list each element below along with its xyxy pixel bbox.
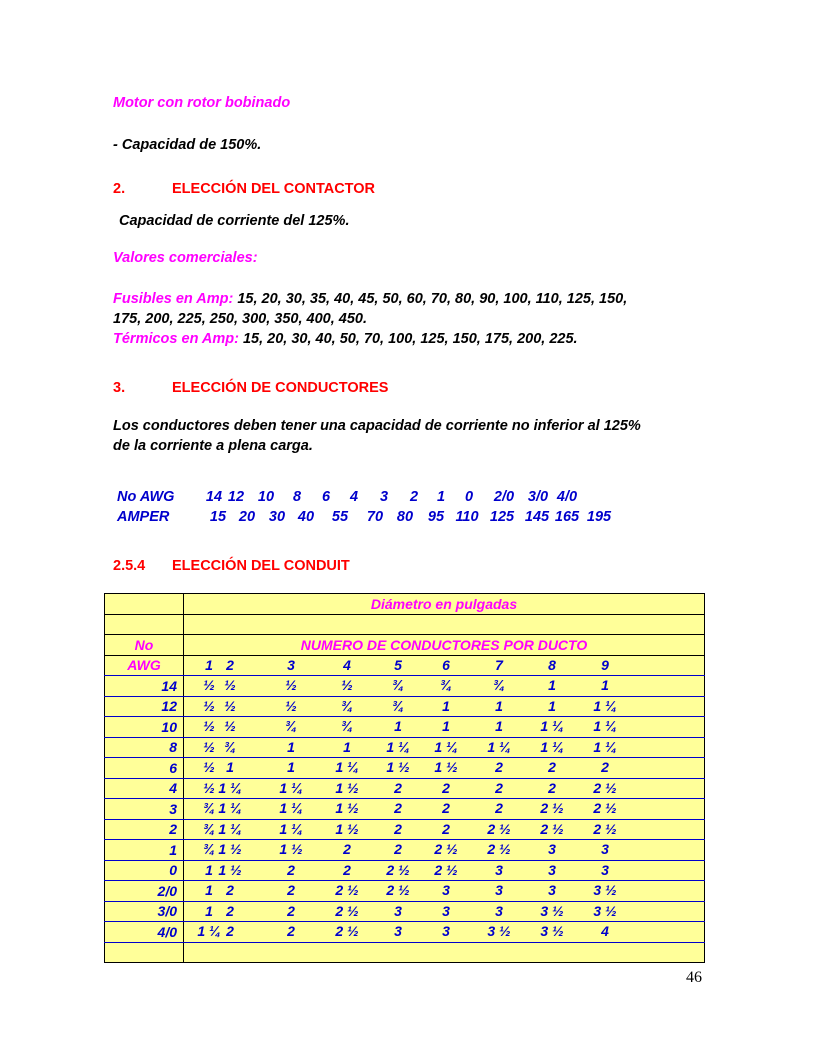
diameter-values-cell xyxy=(184,799,705,820)
amper-value: 195 xyxy=(586,509,612,525)
awg-value: 12 xyxy=(227,489,245,505)
diameter-values-cell xyxy=(184,922,705,943)
table-empty-cell xyxy=(105,942,184,963)
diameter-value: 2 ½ xyxy=(593,800,617,816)
awg-row-label: No AWG xyxy=(117,489,175,505)
diameter-value: 1 ¼ xyxy=(593,697,617,714)
diameter-value: 1 ¼ xyxy=(335,759,359,775)
no-label: No xyxy=(105,635,184,656)
conductor-count: 3 xyxy=(287,656,295,673)
diameter-value: 2 xyxy=(548,779,556,796)
diameter-values-cell xyxy=(184,901,705,922)
diameter-value: ½ xyxy=(203,718,215,734)
diameter-value: 2 xyxy=(442,820,450,837)
diameter-value: 1 ¼ xyxy=(279,800,303,816)
diameter-value: 3 ½ xyxy=(487,923,511,939)
diameter-value: 2 ½ xyxy=(593,820,617,837)
diameter-value: 3 xyxy=(495,882,503,898)
diameter-values-cell xyxy=(184,860,705,881)
diameter-value: 3 xyxy=(394,923,402,939)
table-row xyxy=(105,860,705,881)
diameter-value: ½ xyxy=(224,697,236,714)
diameter-value: 1 ½ xyxy=(335,820,359,837)
diameter-value: 1 ¼ xyxy=(218,779,242,796)
page-number: 46 xyxy=(686,969,702,986)
diameter-value: ¾ xyxy=(203,800,215,816)
diameter-value: 3 xyxy=(394,902,402,919)
diameter-value: 1 ¼ xyxy=(218,820,242,837)
diameter-value: 2 ½ xyxy=(487,841,511,857)
table-header-row-diametro xyxy=(105,594,705,615)
diameter-value: 3 xyxy=(442,923,450,939)
awg-size-cell: 8 xyxy=(105,737,184,758)
diameter-value: 1 xyxy=(205,861,213,878)
diameter-value: 3 ½ xyxy=(540,902,564,919)
diameter-value: ¾ xyxy=(341,697,353,714)
table-row xyxy=(105,799,705,820)
diameter-value: 3 xyxy=(495,902,503,919)
capacity-125-text: Capacidad de corriente del 125%. xyxy=(119,213,350,229)
section-2-title: ELECCIÓN DEL CONTACTOR xyxy=(172,181,376,197)
diameter-value: ¾ xyxy=(493,677,505,693)
awg-size-cell: 10 xyxy=(105,717,184,738)
awg-size-cell: 0 xyxy=(105,860,184,881)
termicos-label: Térmicos en Amp: xyxy=(113,331,239,347)
capacity-150-text: - Capacidad de 150%. xyxy=(113,137,262,153)
diameter-value: 1 ¼ xyxy=(593,718,617,734)
conductor-counts xyxy=(184,655,705,676)
awg-value: 2/0 xyxy=(493,489,515,505)
diameter-value: 2 xyxy=(394,820,402,837)
table-header-row-numero xyxy=(105,635,705,656)
awg-size-cell: 1 xyxy=(105,840,184,861)
diametro-header: Diámetro en pulgadas xyxy=(184,594,705,615)
diameter-value: 2 xyxy=(226,882,234,898)
table-row xyxy=(105,696,705,717)
amper-value: 95 xyxy=(427,509,445,525)
awg-size-cell: 3 xyxy=(105,799,184,820)
section-3-title: ELECCIÓN DE CONDUCTORES xyxy=(172,380,389,396)
table-row xyxy=(105,676,705,697)
table-empty-cell xyxy=(184,614,705,635)
fusibles-values-line-2: 175, 200, 225, 250, 300, 350, 400, 450. xyxy=(113,311,367,327)
diameter-value: 1 xyxy=(287,759,295,775)
diameter-value: 1 ¼ xyxy=(593,738,617,755)
diameter-value: 2 xyxy=(343,841,351,857)
amper-row-label: AMPER xyxy=(117,509,170,525)
awg-size-cell: 12 xyxy=(105,696,184,717)
diameter-value: 2 ½ xyxy=(386,882,410,898)
diameter-value: 2 ½ xyxy=(540,820,564,837)
diameter-value: 2 ½ xyxy=(540,800,564,816)
diameter-values-cell xyxy=(184,758,705,779)
diameter-value: 1 ¼ xyxy=(279,779,303,796)
awg-row-values xyxy=(0,489,816,507)
diameter-value: 1 ¼ xyxy=(487,738,511,755)
diameter-value: ¾ xyxy=(203,820,215,837)
diameter-value: ½ xyxy=(341,677,353,693)
diameter-value: 3 xyxy=(548,882,556,898)
awg-size-cell: 14 xyxy=(105,676,184,697)
diameter-value: ½ xyxy=(203,697,215,714)
table-empty-cell xyxy=(105,594,184,615)
diameter-value: 3 xyxy=(601,841,609,857)
diameter-value: 1 xyxy=(548,697,556,714)
table-blank-row xyxy=(105,942,705,963)
diameter-value: 1 ½ xyxy=(218,841,242,857)
section-254-title: ELECCIÓN DEL CONDUIT xyxy=(172,558,350,574)
conductores-text-line-1: Los conductores deben tener una capacidad de corriente no inferior al 125% xyxy=(113,418,641,434)
conductor-count: 1 xyxy=(205,656,213,673)
diameter-value: 3 xyxy=(495,861,503,878)
conductor-count: 9 xyxy=(601,656,609,673)
table-row xyxy=(105,737,705,758)
awg-size-cell: 2 xyxy=(105,819,184,840)
table-row xyxy=(105,881,705,902)
conductor-count: 2 xyxy=(226,656,234,673)
awg-value: 3 xyxy=(379,489,389,505)
diameter-value: 1 ½ xyxy=(434,759,458,775)
diameter-value: 1 ¼ xyxy=(218,800,242,816)
diameter-values-cell xyxy=(184,696,705,717)
table-row xyxy=(105,717,705,738)
awg-size-cell: 6 xyxy=(105,758,184,779)
diameter-value: ½ xyxy=(285,697,297,714)
table-header-row-counts xyxy=(105,655,705,676)
diameter-values-cell xyxy=(184,676,705,697)
awg-value: 1 xyxy=(436,489,446,505)
diameter-value: 1 ½ xyxy=(386,759,410,775)
diameter-value: 3 xyxy=(601,861,609,878)
diameter-value: ½ xyxy=(203,759,215,775)
diameter-value: 2 xyxy=(495,759,503,775)
diameter-value: 1 ¼ xyxy=(197,923,221,939)
diameter-value: ¾ xyxy=(392,697,404,714)
diameter-value: 1 ¼ xyxy=(540,738,564,755)
diameter-value: 1 xyxy=(495,697,503,714)
amper-value: 30 xyxy=(268,509,286,525)
diameter-value: 2 xyxy=(495,800,503,816)
diameter-value: 2 xyxy=(394,841,402,857)
amper-value: 145 xyxy=(524,509,550,525)
diameter-value: 2 ½ xyxy=(434,841,458,857)
diameter-value: ½ xyxy=(203,779,215,796)
diameter-value: ½ xyxy=(203,738,215,755)
diameter-value: 4 xyxy=(601,923,609,939)
fusibles-values-line-1: 15, 20, 30, 35, 40, 45, 50, 60, 70, 80, 90, 100, 110, 125, 150, xyxy=(233,291,628,307)
diameter-values-cell xyxy=(184,840,705,861)
diameter-value: ¾ xyxy=(341,718,353,734)
diameter-value: 1 xyxy=(205,882,213,898)
awg-value: 14 xyxy=(205,489,223,505)
section-254-number: 2.5.4 xyxy=(113,558,146,574)
diameter-values-cell xyxy=(184,881,705,902)
table-row xyxy=(105,901,705,922)
diameter-value: ¾ xyxy=(285,718,297,734)
diameter-value: 2 xyxy=(226,902,234,919)
diameter-value: ¾ xyxy=(224,738,236,755)
amper-value: 80 xyxy=(396,509,414,525)
awg-value: 6 xyxy=(321,489,331,505)
amper-row-values xyxy=(0,509,816,527)
awg-size-cell: 4 xyxy=(105,778,184,799)
amper-value: 15 xyxy=(209,509,227,525)
awg-value: 8 xyxy=(292,489,302,505)
diameter-value: 1 xyxy=(226,759,234,775)
amper-value: 165 xyxy=(554,509,580,525)
awg-value: 3/0 xyxy=(527,489,549,505)
termicos-line xyxy=(113,331,578,347)
amper-value: 40 xyxy=(297,509,315,525)
table-blank-row xyxy=(105,614,705,635)
diameter-value: 2 ½ xyxy=(434,861,458,878)
section-2-number: 2. xyxy=(113,181,126,197)
diameter-value: 1 xyxy=(287,738,295,755)
diameter-value: 1 ½ xyxy=(279,841,303,857)
diameter-value: 2 ½ xyxy=(335,923,359,939)
awg-value: 4 xyxy=(349,489,359,505)
diameter-value: 1 xyxy=(601,677,609,693)
diameter-value: 1 xyxy=(343,738,351,755)
diameter-value: 1 ¼ xyxy=(434,738,458,755)
conductor-count: 6 xyxy=(442,656,450,673)
diameter-value: 2 xyxy=(287,882,295,898)
diameter-value: 2 ½ xyxy=(335,882,359,898)
amper-value: 70 xyxy=(366,509,384,525)
table-empty-cell xyxy=(184,942,705,963)
diameter-value: 1 ¼ xyxy=(386,738,410,755)
diameter-value: 1 ½ xyxy=(218,861,242,878)
diameter-value: 1 xyxy=(548,677,556,693)
diameter-value: ½ xyxy=(224,718,236,734)
amper-value: 125 xyxy=(489,509,515,525)
diameter-value: 1 xyxy=(205,902,213,919)
awg-value: 10 xyxy=(257,489,275,505)
table-row xyxy=(105,778,705,799)
table-row xyxy=(105,922,705,943)
table-row xyxy=(105,840,705,861)
awg-size-cell: 4/0 xyxy=(105,922,184,943)
diameter-value: 3 xyxy=(548,861,556,878)
conductor-count: 5 xyxy=(394,656,402,673)
awg-label: AWG xyxy=(105,655,184,676)
diameter-value: 2 xyxy=(442,800,450,816)
amper-value: 20 xyxy=(238,509,256,525)
conductor-count: 8 xyxy=(548,656,556,673)
diameter-values-cell xyxy=(184,819,705,840)
diameter-value: 2 xyxy=(548,759,556,775)
diameter-values-cell xyxy=(184,737,705,758)
diameter-value: 1 ½ xyxy=(335,800,359,816)
diameter-value: ½ xyxy=(224,677,236,693)
diameter-values-cell xyxy=(184,778,705,799)
diameter-value: 2 xyxy=(601,759,609,775)
diameter-value: 1 xyxy=(442,718,450,734)
conduit-table xyxy=(104,593,705,963)
diameter-value: 2 ½ xyxy=(487,820,511,837)
diameter-value: 1 ½ xyxy=(335,779,359,796)
diameter-value: 2 ½ xyxy=(335,902,359,919)
diameter-value: 3 xyxy=(442,902,450,919)
diameter-value: ¾ xyxy=(392,677,404,693)
diameter-value: ½ xyxy=(203,677,215,693)
awg-value: 4/0 xyxy=(556,489,578,505)
termicos-values: 15, 20, 30, 40, 50, 70, 100, 125, 150, 175, 200, 225. xyxy=(238,331,578,347)
diameter-value: 2 xyxy=(287,923,295,939)
awg-size-cell: 3/0 xyxy=(105,901,184,922)
conductor-count: 4 xyxy=(343,656,351,673)
awg-value: 0 xyxy=(464,489,474,505)
motor-rotor-title: Motor con rotor bobinado xyxy=(113,95,291,111)
diameter-value: ¾ xyxy=(440,677,452,693)
valores-comerciales-title: Valores comerciales: xyxy=(113,250,258,266)
awg-value: 2 xyxy=(409,489,419,505)
diameter-value: 2 xyxy=(343,861,351,878)
diameter-value: 1 ¼ xyxy=(540,718,564,734)
table-row xyxy=(105,819,705,840)
diameter-value: 3 xyxy=(442,882,450,898)
section-3-number: 3. xyxy=(113,380,126,396)
diameter-value: ¾ xyxy=(203,841,215,857)
diameter-value: 2 ½ xyxy=(593,779,617,796)
diameter-value: 2 xyxy=(442,779,450,796)
diameter-value: 2 xyxy=(495,779,503,796)
diameter-values-cell xyxy=(184,717,705,738)
diameter-value: 2 xyxy=(394,779,402,796)
diameter-value: 3 ½ xyxy=(593,902,617,919)
awg-size-cell: 2/0 xyxy=(105,881,184,902)
conductor-count: 7 xyxy=(495,656,503,673)
diameter-value: 2 xyxy=(226,923,234,939)
diameter-value: 1 xyxy=(442,697,450,714)
numero-conductores-header: NUMERO DE CONDUCTORES POR DUCTO xyxy=(184,635,705,656)
diameter-value: 1 xyxy=(495,718,503,734)
table-empty-cell xyxy=(105,614,184,635)
diameter-value: ½ xyxy=(285,677,297,693)
amper-value: 55 xyxy=(331,509,349,525)
diameter-value: 3 ½ xyxy=(540,923,564,939)
diameter-value: 3 ½ xyxy=(593,882,617,898)
diameter-value: 2 ½ xyxy=(386,861,410,878)
diameter-value: 2 xyxy=(287,861,295,878)
conductores-text-line-2: de la corriente a plena carga. xyxy=(113,438,313,454)
diameter-value: 1 xyxy=(394,718,402,734)
diameter-value: 1 ¼ xyxy=(279,820,303,837)
fusibles-line-1 xyxy=(113,291,627,307)
amper-value: 110 xyxy=(455,509,479,525)
fusibles-label: Fusibles en Amp: xyxy=(113,291,234,307)
diameter-value: 2 xyxy=(287,902,295,919)
diameter-value: 2 xyxy=(394,800,402,816)
table-row xyxy=(105,758,705,779)
diameter-value: 3 xyxy=(548,841,556,857)
